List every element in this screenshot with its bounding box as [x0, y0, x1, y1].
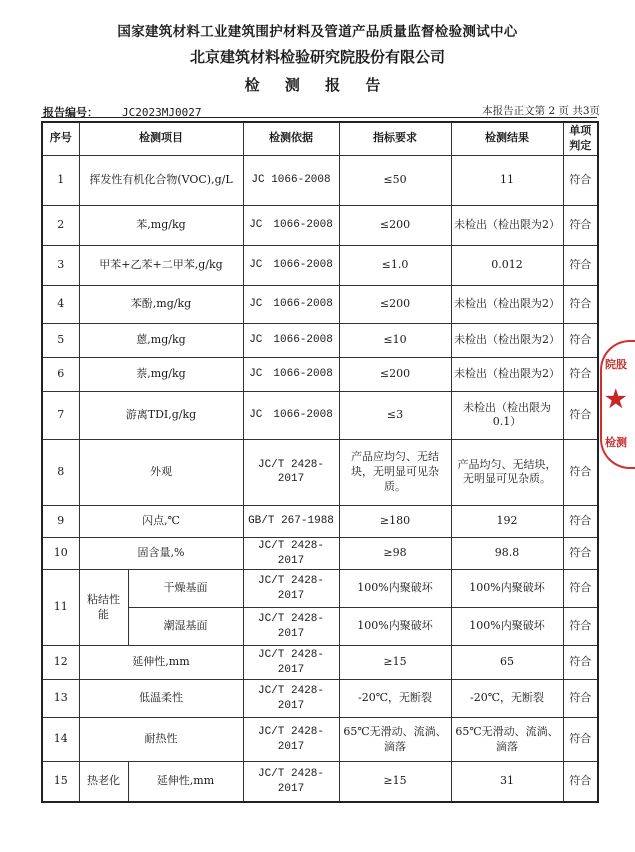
- header-requirement: 指标要求: [339, 122, 451, 155]
- row-verdict: 符合: [563, 680, 598, 718]
- row-requirement: ≤3: [339, 391, 451, 439]
- row-requirement: ≤200: [339, 205, 451, 245]
- row-requirement: ≤50: [339, 155, 451, 205]
- seal-text-bottom: 检测: [605, 436, 627, 449]
- row-result: 100%内聚破坏: [451, 608, 563, 646]
- row-result: 192: [451, 506, 563, 538]
- row-verdict: 符合: [563, 570, 598, 608]
- org-name-line2: 北京建筑材料检验研究院股份有限公司: [189, 48, 445, 66]
- row-result: 未检出（检出限为2）: [451, 357, 563, 391]
- table-row: [42, 245, 598, 285]
- row-basis: JC 1066-2008: [243, 205, 339, 245]
- row-item: 延伸性,mm: [79, 646, 243, 680]
- row-item: 苯,mg/kg: [79, 205, 243, 245]
- table-row: [42, 391, 598, 439]
- row-no: 2: [42, 205, 79, 245]
- row-requirement: 产品应均匀、无结块，无明显可见杂质。: [339, 439, 451, 505]
- row-item: 低温柔性: [79, 680, 243, 718]
- row-item: 甲苯+乙苯+二甲苯,g/kg: [79, 245, 243, 285]
- table-row: [42, 323, 598, 357]
- row-requirement: ≥15: [339, 646, 451, 680]
- row-item: 耐热性: [79, 718, 243, 762]
- row-subitem: 延伸性,mm: [128, 762, 243, 802]
- row-verdict: 符合: [563, 439, 598, 505]
- row-basis: JC/T 2428-2017: [243, 538, 339, 570]
- row-no: 8: [42, 439, 79, 505]
- table-row: [42, 538, 598, 570]
- row-no: 9: [42, 506, 79, 538]
- report-number-value: JC2023MJ0027: [122, 106, 202, 119]
- row-group: 热老化: [79, 762, 128, 802]
- row-basis: JC 1066-2008: [243, 323, 339, 357]
- table-row: [42, 570, 598, 608]
- row-basis: GB/T 267-1988: [243, 506, 339, 538]
- row-result: 未检出（检出限为0.1）: [451, 391, 563, 439]
- row-group: 粘结性能: [79, 570, 128, 646]
- table-header-row: [42, 122, 598, 155]
- row-item: 萘,mg/kg: [79, 357, 243, 391]
- row-result: -20℃，无断裂: [451, 680, 563, 718]
- row-subitem: 潮湿基面: [128, 608, 243, 646]
- row-no: 10: [42, 538, 79, 570]
- row-no: 3: [42, 245, 79, 285]
- row-no: 11: [42, 570, 79, 646]
- row-verdict: 符合: [563, 205, 598, 245]
- row-item: 蒽,mg/kg: [79, 323, 243, 357]
- row-item: 挥发性有机化合物(VOC),g/L: [79, 155, 243, 205]
- row-verdict: 符合: [563, 285, 598, 323]
- row-result: 0.012: [451, 245, 563, 285]
- row-verdict: 符合: [563, 323, 598, 357]
- row-result: 98.8: [451, 538, 563, 570]
- row-item: 苯酚,mg/kg: [79, 285, 243, 323]
- table-row: [42, 205, 598, 245]
- row-verdict: 符合: [563, 646, 598, 680]
- page-info: 本报告正文第 2 页 共3页: [482, 105, 600, 117]
- row-no: 5: [42, 323, 79, 357]
- row-requirement: ≥15: [339, 762, 451, 802]
- row-requirement: 65℃无滑动、流淌、滴落: [339, 718, 451, 762]
- table-row: [42, 762, 598, 802]
- row-basis: JC 1066-2008: [243, 391, 339, 439]
- table-row: [42, 285, 598, 323]
- row-item: 外观: [79, 439, 243, 505]
- row-result: 65℃无滑动、流淌、滴落: [451, 718, 563, 762]
- row-requirement: 100%内聚破坏: [339, 570, 451, 608]
- official-seal: [600, 340, 635, 469]
- row-no: 7: [42, 391, 79, 439]
- row-verdict: 符合: [563, 155, 598, 205]
- row-item: 固含量,%: [79, 538, 243, 570]
- row-verdict: 符合: [563, 245, 598, 285]
- row-result: 未检出（检出限为2）: [451, 205, 563, 245]
- row-basis: JC 1066-2008: [243, 155, 339, 205]
- results-table: [41, 121, 599, 803]
- table-row: [42, 506, 598, 538]
- row-requirement: ≤10: [339, 323, 451, 357]
- header-rule: [41, 117, 597, 118]
- row-basis: JC/T 2428-2017: [243, 439, 339, 505]
- row-basis: JC/T 2428-2017: [243, 718, 339, 762]
- row-basis: JC 1066-2008: [243, 285, 339, 323]
- table-row: [42, 357, 598, 391]
- row-requirement: ≤200: [339, 357, 451, 391]
- header-basis: 检测依据: [243, 122, 339, 155]
- row-requirement: -20℃，无断裂: [339, 680, 451, 718]
- row-requirement: ≥180: [339, 506, 451, 538]
- row-basis: JC/T 2428-2017: [243, 762, 339, 802]
- row-verdict: 符合: [563, 762, 598, 802]
- row-basis: JC/T 2428-2017: [243, 570, 339, 608]
- header-item: 检测项目: [79, 122, 243, 155]
- row-item: 游离TDI,g/kg: [79, 391, 243, 439]
- table-row: [42, 155, 598, 205]
- seal-text-top: 院股: [605, 358, 627, 371]
- row-requirement: ≤1.0: [339, 245, 451, 285]
- row-basis: JC/T 2428-2017: [243, 680, 339, 718]
- row-basis: JC/T 2428-2017: [243, 608, 339, 646]
- table-row: [42, 718, 598, 762]
- row-no: 13: [42, 680, 79, 718]
- report-number-label: 报告编号：: [43, 106, 98, 119]
- row-subitem: 干燥基面: [128, 570, 243, 608]
- row-result: 未检出（检出限为2）: [451, 285, 563, 323]
- row-basis: JC 1066-2008: [243, 357, 339, 391]
- row-result: 产品均匀、无结块，无明显可见杂质。: [451, 439, 563, 505]
- row-basis: JC/T 2428-2017: [243, 646, 339, 680]
- row-no: 4: [42, 285, 79, 323]
- row-verdict: 符合: [563, 391, 598, 439]
- row-no: 15: [42, 762, 79, 802]
- star-icon: ★: [605, 384, 627, 413]
- report-title: 检 测 报 告: [244, 76, 391, 94]
- row-basis: JC 1066-2008: [243, 245, 339, 285]
- table-row: [42, 680, 598, 718]
- row-verdict: 符合: [563, 608, 598, 646]
- row-no: 1: [42, 155, 79, 205]
- row-no: 14: [42, 718, 79, 762]
- row-requirement: ≤200: [339, 285, 451, 323]
- table-row: [42, 439, 598, 505]
- row-verdict: 符合: [563, 506, 598, 538]
- row-requirement: 100%内聚破坏: [339, 608, 451, 646]
- row-result: 未检出（检出限为2）: [451, 323, 563, 357]
- row-verdict: 符合: [563, 357, 598, 391]
- row-verdict: 符合: [563, 718, 598, 762]
- row-no: 12: [42, 646, 79, 680]
- row-requirement: ≥98: [339, 538, 451, 570]
- header-verdict: 单项判定: [563, 122, 598, 155]
- table-row: [42, 646, 598, 680]
- row-no: 6: [42, 357, 79, 391]
- row-verdict: 符合: [563, 538, 598, 570]
- row-result: 11: [451, 155, 563, 205]
- header-result: 检测结果: [451, 122, 563, 155]
- row-result: 100%内聚破坏: [451, 570, 563, 608]
- row-result: 31: [451, 762, 563, 802]
- org-name-line1: 国家建筑材料工业建筑围护材料及管道产品质量监督检验测试中心: [117, 24, 518, 40]
- row-item: 闪点,℃: [79, 506, 243, 538]
- header-no: 序号: [42, 122, 79, 155]
- row-result: 65: [451, 646, 563, 680]
